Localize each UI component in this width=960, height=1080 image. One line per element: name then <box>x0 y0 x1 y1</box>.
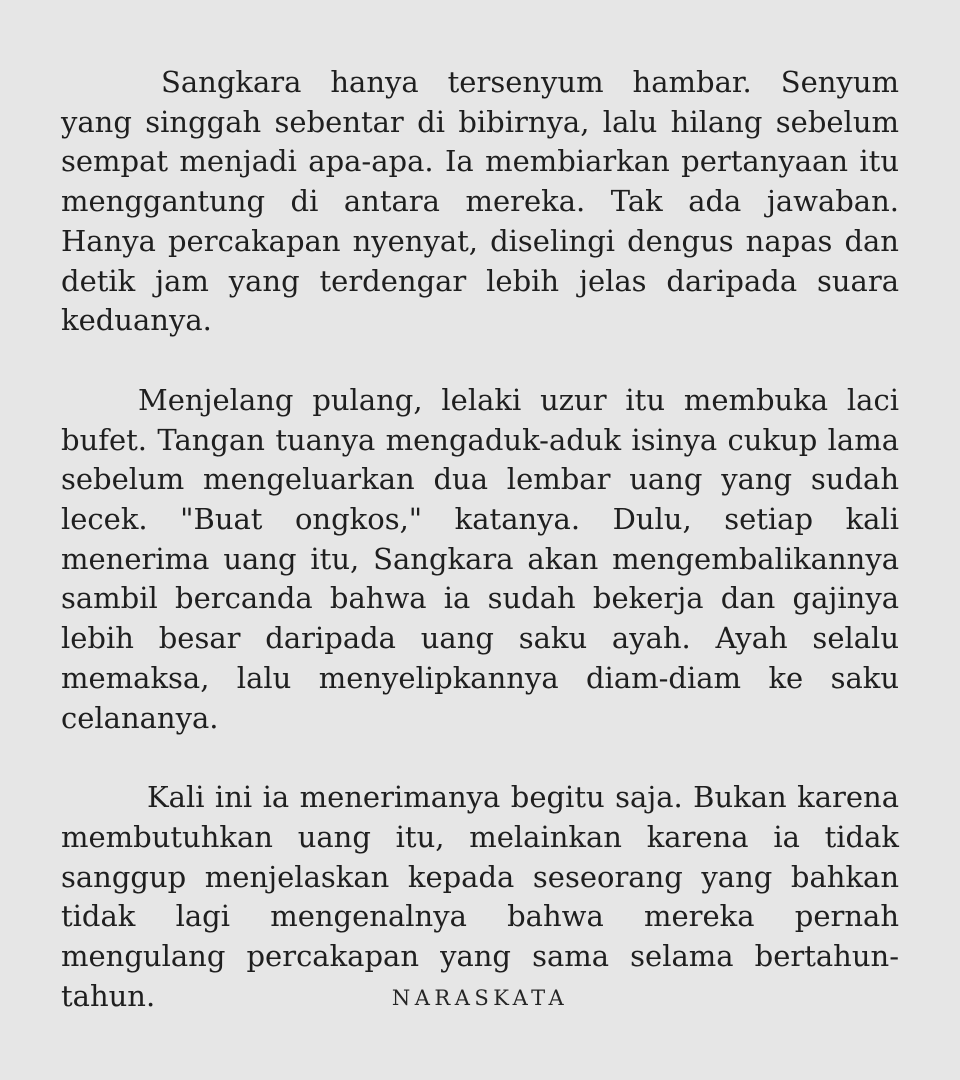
story-text <box>61 63 899 1056</box>
paragraph-2: Menjelang pulang, lelaki uzur itu membuka laci bufet. Tangan tuanya mengaduk-aduk isinya cukup lama sebelum mengeluarkan dua lembar uang yang sudah lecek. "Buat ongkos," katanya. Dulu, setiap kali menerima uang itu, Sangkara akan mengembalikannya sambil bercanda bahwa ia sudah bekerja dan gajinya lebih besar daripada uang saku ayah. Ayah selalu memaksa, lalu menyelipkannya diam-diam ke saku celananya. <box>61 382 899 735</box>
paragraph-3: Kali ini ia menerimanya begitu saja. Bukan karena membutuhkan uang itu, melainkan karena ia tidak sanggup menjelaskan kepada seseorang yang bahkan tidak lagi mengenalnya bahwa mereka pernah mengulang percakapan yang sama selama bertahun-tahun. <box>61 780 899 1013</box>
paragraph-1: Sangkara hanya tersenyum hambar. Senyum yang singgah sebentar di bibirnya, lalu hilang sebelum sempat menjadi apa-apa. Ia membiarkan pertanyaan itu menggantung di antara mereka. Tak ada jawaban. Hanya percakapan nyenyat, diselingi dengus napas dan detik jam yang terdengar lebih jelas daripada suara keduanya. <box>61 65 899 338</box>
brand-signature: NARASKATA <box>391 986 569 1010</box>
